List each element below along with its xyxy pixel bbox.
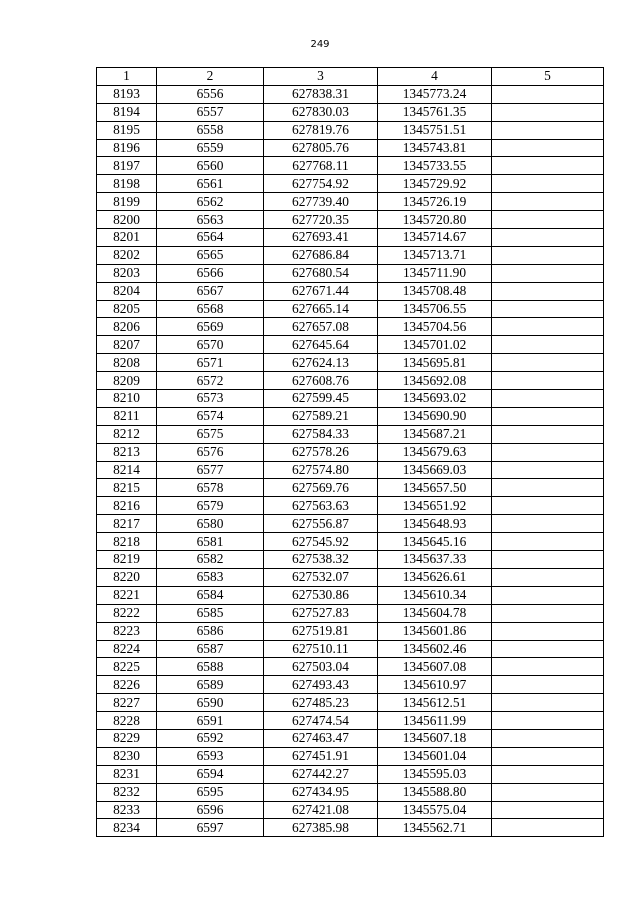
- table-cell-col-5: [492, 747, 604, 765]
- table-cell-col-4: 1345711.90: [378, 264, 492, 282]
- table-cell-col-1: 8230: [97, 747, 157, 765]
- table-row: [97, 264, 604, 282]
- table-cell-col-2: 6568: [157, 300, 264, 318]
- table-cell-col-3: 627693.41: [264, 229, 378, 247]
- table-cell-col-1: 8210: [97, 390, 157, 408]
- table-row: [97, 229, 604, 247]
- table-row: [97, 246, 604, 264]
- table-cell-col-4: 1345751.51: [378, 121, 492, 139]
- table-cell-col-3: 627720.35: [264, 211, 378, 229]
- coordinates-table: [96, 67, 604, 837]
- table-cell-col-2: 6584: [157, 586, 264, 604]
- table-cell-col-1: 8225: [97, 658, 157, 676]
- table-cell-col-5: [492, 533, 604, 551]
- table-cell-col-3: 627608.76: [264, 372, 378, 390]
- table-cell-col-4: 1345708.48: [378, 282, 492, 300]
- table-row: [97, 568, 604, 586]
- table-cell-col-3: 627838.31: [264, 85, 378, 103]
- table-cell-col-3: 627434.95: [264, 783, 378, 801]
- table-row: [97, 175, 604, 193]
- table-cell-col-1: 8195: [97, 121, 157, 139]
- table-cell-col-4: 1345637.33: [378, 551, 492, 569]
- table-cell-col-2: 6591: [157, 712, 264, 730]
- table-cell-col-3: 627578.26: [264, 443, 378, 461]
- table-cell-col-3: 627665.14: [264, 300, 378, 318]
- table-cell-col-5: [492, 765, 604, 783]
- table-cell-col-2: 6590: [157, 694, 264, 712]
- table-cell-col-2: 6577: [157, 461, 264, 479]
- table-cell-col-1: 8227: [97, 694, 157, 712]
- table-cell-col-2: 6565: [157, 246, 264, 264]
- table-cell-col-2: 6582: [157, 551, 264, 569]
- table-cell-col-4: 1345743.81: [378, 139, 492, 157]
- table-cell-col-3: 627510.11: [264, 640, 378, 658]
- table-cell-col-3: 627574.80: [264, 461, 378, 479]
- table-cell-col-4: 1345720.80: [378, 211, 492, 229]
- table-row: [97, 443, 604, 461]
- table-cell-col-1: 8219: [97, 551, 157, 569]
- table-cell-col-4: 1345679.63: [378, 443, 492, 461]
- table-cell-col-5: [492, 729, 604, 747]
- table-cell-col-5: [492, 300, 604, 318]
- column-header-3: 3: [264, 68, 378, 86]
- table-cell-col-2: 6581: [157, 533, 264, 551]
- table-cell-col-1: 8208: [97, 354, 157, 372]
- table-cell-col-5: [492, 568, 604, 586]
- table-cell-col-4: 1345604.78: [378, 604, 492, 622]
- table-cell-col-1: 8233: [97, 801, 157, 819]
- table-row: [97, 497, 604, 515]
- table-cell-col-4: 1345690.90: [378, 407, 492, 425]
- table-row: [97, 819, 604, 837]
- table-cell-col-5: [492, 372, 604, 390]
- table-cell-col-2: 6566: [157, 264, 264, 282]
- table-cell-col-5: [492, 282, 604, 300]
- table-cell-col-5: [492, 264, 604, 282]
- table-cell-col-3: 627545.92: [264, 533, 378, 551]
- table-row: [97, 533, 604, 551]
- table-cell-col-1: 8216: [97, 497, 157, 515]
- table-cell-col-2: 6572: [157, 372, 264, 390]
- table-cell-col-3: 627569.76: [264, 479, 378, 497]
- table-cell-col-3: 627671.44: [264, 282, 378, 300]
- table-cell-col-4: 1345626.61: [378, 568, 492, 586]
- table-cell-col-2: 6573: [157, 390, 264, 408]
- table-cell-col-1: 8196: [97, 139, 157, 157]
- table-cell-col-5: [492, 497, 604, 515]
- table-cell-col-4: 1345733.55: [378, 157, 492, 175]
- table-row: [97, 390, 604, 408]
- table-cell-col-3: 627584.33: [264, 425, 378, 443]
- table-cell-col-5: [492, 604, 604, 622]
- table-cell-col-4: 1345651.92: [378, 497, 492, 515]
- table-cell-col-5: [492, 551, 604, 569]
- table-cell-col-5: [492, 819, 604, 837]
- table-row: [97, 586, 604, 604]
- table-cell-col-5: [492, 425, 604, 443]
- table-cell-col-4: 1345562.71: [378, 819, 492, 837]
- table-cell-col-2: 6587: [157, 640, 264, 658]
- table-cell-col-2: 6579: [157, 497, 264, 515]
- table-cell-col-2: 6564: [157, 229, 264, 247]
- table-cell-col-2: 6586: [157, 622, 264, 640]
- table-cell-col-1: 8198: [97, 175, 157, 193]
- table-cell-col-3: 627503.04: [264, 658, 378, 676]
- table-cell-col-5: [492, 658, 604, 676]
- table-cell-col-3: 627768.11: [264, 157, 378, 175]
- table-cell-col-4: 1345761.35: [378, 103, 492, 121]
- table-cell-col-2: 6596: [157, 801, 264, 819]
- table-cell-col-1: 8199: [97, 193, 157, 211]
- table-cell-col-1: 8207: [97, 336, 157, 354]
- table-cell-col-4: 1345729.92: [378, 175, 492, 193]
- table-cell-col-5: [492, 586, 604, 604]
- table-cell-col-1: 8197: [97, 157, 157, 175]
- table-cell-col-4: 1345692.08: [378, 372, 492, 390]
- table-cell-col-2: 6597: [157, 819, 264, 837]
- table-cell-col-1: 8226: [97, 676, 157, 694]
- table-cell-col-5: [492, 354, 604, 372]
- table-cell-col-1: 8193: [97, 85, 157, 103]
- table-cell-col-3: 627530.86: [264, 586, 378, 604]
- table-cell-col-1: 8201: [97, 229, 157, 247]
- table-cell-col-3: 627421.08: [264, 801, 378, 819]
- table-cell-col-3: 627754.92: [264, 175, 378, 193]
- table-cell-col-4: 1345695.81: [378, 354, 492, 372]
- table-cell-col-2: 6561: [157, 175, 264, 193]
- table-cell-col-5: [492, 712, 604, 730]
- table-cell-col-2: 6583: [157, 568, 264, 586]
- table-cell-col-2: 6557: [157, 103, 264, 121]
- table-cell-col-4: 1345575.04: [378, 801, 492, 819]
- column-header-4: 4: [378, 68, 492, 86]
- table-cell-col-3: 627657.08: [264, 318, 378, 336]
- table-row: [97, 336, 604, 354]
- table-cell-col-5: [492, 318, 604, 336]
- table-cell-col-5: [492, 694, 604, 712]
- table-cell-col-1: 8231: [97, 765, 157, 783]
- table-cell-col-4: 1345704.56: [378, 318, 492, 336]
- table-cell-col-3: 627442.27: [264, 765, 378, 783]
- table-row: [97, 765, 604, 783]
- table-cell-col-2: 6556: [157, 85, 264, 103]
- table-cell-col-5: [492, 193, 604, 211]
- table-cell-col-1: 8218: [97, 533, 157, 551]
- table-cell-col-3: 627538.32: [264, 551, 378, 569]
- table-row: [97, 282, 604, 300]
- table-cell-col-4: 1345607.08: [378, 658, 492, 676]
- table-cell-col-5: [492, 640, 604, 658]
- table-cell-col-5: [492, 622, 604, 640]
- table-cell-col-4: 1345687.21: [378, 425, 492, 443]
- table-cell-col-2: 6580: [157, 515, 264, 533]
- table-cell-col-4: 1345602.46: [378, 640, 492, 658]
- table-cell-col-5: [492, 121, 604, 139]
- table-cell-col-4: 1345648.93: [378, 515, 492, 533]
- table-cell-col-1: 8220: [97, 568, 157, 586]
- table-cell-col-5: [492, 139, 604, 157]
- table-cell-col-2: 6594: [157, 765, 264, 783]
- table-cell-col-4: 1345714.67: [378, 229, 492, 247]
- table-cell-col-4: 1345713.71: [378, 246, 492, 264]
- table-cell-col-2: 6560: [157, 157, 264, 175]
- table-row: [97, 658, 604, 676]
- table-row: [97, 318, 604, 336]
- table-cell-col-1: 8214: [97, 461, 157, 479]
- table-cell-col-4: 1345612.51: [378, 694, 492, 712]
- table-cell-col-5: [492, 390, 604, 408]
- table-cell-col-5: [492, 211, 604, 229]
- table-cell-col-2: 6559: [157, 139, 264, 157]
- table-row: [97, 801, 604, 819]
- table-cell-col-2: 6563: [157, 211, 264, 229]
- table-cell-col-2: 6578: [157, 479, 264, 497]
- table-row: [97, 676, 604, 694]
- table-cell-col-1: 8228: [97, 712, 157, 730]
- table-cell-col-2: 6576: [157, 443, 264, 461]
- table-cell-col-5: [492, 515, 604, 533]
- table-cell-col-3: 627474.54: [264, 712, 378, 730]
- table-row: [97, 712, 604, 730]
- table-cell-col-1: 8212: [97, 425, 157, 443]
- table-cell-col-3: 627599.45: [264, 390, 378, 408]
- table-cell-col-1: 8223: [97, 622, 157, 640]
- page-number: 249: [310, 39, 330, 50]
- table-cell-col-3: 627805.76: [264, 139, 378, 157]
- table-cell-col-3: 627686.84: [264, 246, 378, 264]
- table-cell-col-4: 1345773.24: [378, 85, 492, 103]
- table-cell-col-5: [492, 801, 604, 819]
- table-cell-col-1: 8232: [97, 783, 157, 801]
- table-row: [97, 139, 604, 157]
- table-cell-col-5: [492, 407, 604, 425]
- table-cell-col-4: 1345610.34: [378, 586, 492, 604]
- column-header-1: 1: [97, 68, 157, 86]
- table-cell-col-3: 627527.83: [264, 604, 378, 622]
- table-cell-col-3: 627532.07: [264, 568, 378, 586]
- table-cell-col-1: 8202: [97, 246, 157, 264]
- table-cell-col-1: 8204: [97, 282, 157, 300]
- table-cell-col-1: 8209: [97, 372, 157, 390]
- table-row: [97, 425, 604, 443]
- table-cell-col-2: 6570: [157, 336, 264, 354]
- table-cell-col-2: 6562: [157, 193, 264, 211]
- table-cell-col-5: [492, 443, 604, 461]
- table-cell-col-1: 8217: [97, 515, 157, 533]
- table-cell-col-2: 6588: [157, 658, 264, 676]
- column-header-5: 5: [492, 68, 604, 86]
- table-row: [97, 622, 604, 640]
- table-cell-col-4: 1345669.03: [378, 461, 492, 479]
- table-row: [97, 103, 604, 121]
- table-row: [97, 300, 604, 318]
- table-row: [97, 211, 604, 229]
- table-cell-col-3: 627519.81: [264, 622, 378, 640]
- table-cell-col-2: 6574: [157, 407, 264, 425]
- table-cell-col-3: 627739.40: [264, 193, 378, 211]
- table-cell-col-3: 627493.43: [264, 676, 378, 694]
- table-cell-col-5: [492, 175, 604, 193]
- table-cell-col-3: 627485.23: [264, 694, 378, 712]
- table-cell-col-1: 8206: [97, 318, 157, 336]
- table-cell-col-1: 8200: [97, 211, 157, 229]
- table-cell-col-3: 627563.63: [264, 497, 378, 515]
- table-cell-col-1: 8222: [97, 604, 157, 622]
- table-row: [97, 121, 604, 139]
- table-row: [97, 640, 604, 658]
- table-row: [97, 515, 604, 533]
- table-cell-col-5: [492, 229, 604, 247]
- table-cell-col-4: 1345595.03: [378, 765, 492, 783]
- table-cell-col-1: 8224: [97, 640, 157, 658]
- table-cell-col-1: 8215: [97, 479, 157, 497]
- table-cell-col-2: 6571: [157, 354, 264, 372]
- table-cell-col-4: 1345657.50: [378, 479, 492, 497]
- table-row: [97, 85, 604, 103]
- table-cell-col-1: 8205: [97, 300, 157, 318]
- table-row: [97, 461, 604, 479]
- table-cell-col-3: 627451.91: [264, 747, 378, 765]
- table-cell-col-3: 627385.98: [264, 819, 378, 837]
- table-cell-col-5: [492, 336, 604, 354]
- table-cell-col-4: 1345726.19: [378, 193, 492, 211]
- table-cell-col-5: [492, 461, 604, 479]
- table-row: [97, 372, 604, 390]
- table-cell-col-3: 627819.76: [264, 121, 378, 139]
- table-cell-col-4: 1345693.02: [378, 390, 492, 408]
- table-cell-col-4: 1345588.80: [378, 783, 492, 801]
- table-cell-col-2: 6585: [157, 604, 264, 622]
- table-row: [97, 747, 604, 765]
- table-cell-col-4: 1345607.18: [378, 729, 492, 747]
- table-row: [97, 694, 604, 712]
- table-header-row: [97, 68, 604, 86]
- table-cell-col-2: 6589: [157, 676, 264, 694]
- table-cell-col-2: 6567: [157, 282, 264, 300]
- table-cell-col-2: 6575: [157, 425, 264, 443]
- table-cell-col-4: 1345601.04: [378, 747, 492, 765]
- table-cell-col-5: [492, 479, 604, 497]
- table-cell-col-3: 627680.54: [264, 264, 378, 282]
- table-cell-col-3: 627556.87: [264, 515, 378, 533]
- table-cell-col-4: 1345706.55: [378, 300, 492, 318]
- table-cell-col-5: [492, 103, 604, 121]
- table-row: [97, 551, 604, 569]
- table-cell-col-3: 627589.21: [264, 407, 378, 425]
- table-cell-col-1: 8229: [97, 729, 157, 747]
- table-cell-col-5: [492, 783, 604, 801]
- table-cell-col-4: 1345601.86: [378, 622, 492, 640]
- table-cell-col-4: 1345701.02: [378, 336, 492, 354]
- table-cell-col-3: 627624.13: [264, 354, 378, 372]
- table-cell-col-2: 6592: [157, 729, 264, 747]
- table-cell-col-3: 627830.03: [264, 103, 378, 121]
- table-row: [97, 157, 604, 175]
- table-cell-col-1: 8194: [97, 103, 157, 121]
- table-cell-col-2: 6595: [157, 783, 264, 801]
- table-cell-col-1: 8213: [97, 443, 157, 461]
- table-cell-col-4: 1345645.16: [378, 533, 492, 551]
- table-row: [97, 354, 604, 372]
- table-cell-col-3: 627463.47: [264, 729, 378, 747]
- table-cell-col-1: 8234: [97, 819, 157, 837]
- table-cell-col-5: [492, 246, 604, 264]
- table-cell-col-2: 6569: [157, 318, 264, 336]
- table-body: [97, 85, 604, 836]
- table-row: [97, 783, 604, 801]
- table-cell-col-5: [492, 676, 604, 694]
- table-row: [97, 604, 604, 622]
- table-cell-col-2: 6558: [157, 121, 264, 139]
- column-header-2: 2: [157, 68, 264, 86]
- table-cell-col-5: [492, 85, 604, 103]
- table-row: [97, 407, 604, 425]
- table-cell-col-4: 1345610.97: [378, 676, 492, 694]
- table-cell-col-2: 6593: [157, 747, 264, 765]
- table-row: [97, 193, 604, 211]
- table-cell-col-4: 1345611.99: [378, 712, 492, 730]
- table-cell-col-1: 8203: [97, 264, 157, 282]
- table-cell-col-1: 8211: [97, 407, 157, 425]
- table-cell-col-3: 627645.64: [264, 336, 378, 354]
- table-cell-col-5: [492, 157, 604, 175]
- table-row: [97, 479, 604, 497]
- table-row: [97, 729, 604, 747]
- table-cell-col-1: 8221: [97, 586, 157, 604]
